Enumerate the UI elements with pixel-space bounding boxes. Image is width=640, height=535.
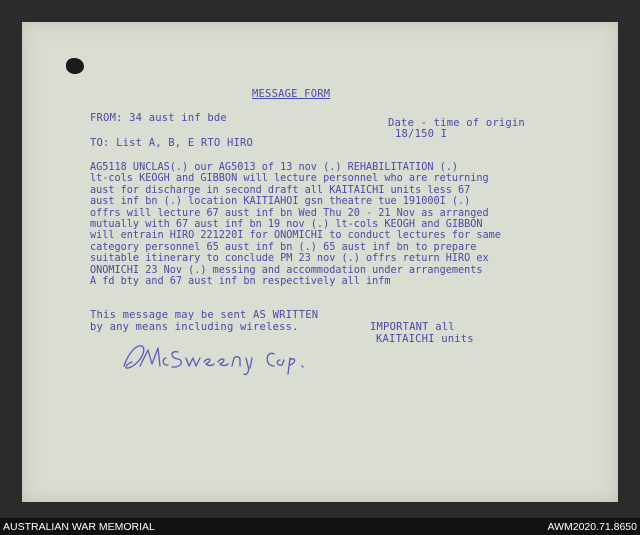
archive-id: AWM2020.71.8650 (547, 521, 637, 533)
to-line: TO: List A, B, E RTO HIRO (90, 137, 254, 149)
punch-hole (66, 58, 84, 74)
send-note-line1: This message may be sent AS WRITTEN (90, 309, 319, 321)
archive-footer (0, 518, 640, 535)
body-line: mutually with 67 aust inf bn 19 nov (.) lt-cols KEOGH and GIBBON (90, 219, 483, 231)
body-line: A fd bty and 67 aust inf bn respectively all infm (90, 276, 391, 288)
body-line: category personnel 65 aust inf bn (.) 65 aust inf bn to prepare (90, 241, 477, 253)
body-line: ONOMICHI 23 Nov (.) messing and accommodation under arrangements (90, 264, 483, 276)
date-label: Date - time of origin (388, 117, 525, 129)
important-line2: KAITAICHI units (376, 333, 474, 345)
archive-name: AUSTRALIAN WAR MEMORIAL (3, 521, 155, 533)
body-line: lt-cols KEOGH and GIBBON will lecture personnel who are returning (90, 173, 489, 185)
date-value: 18/150 I (395, 128, 448, 140)
body-line: offrs will lecture 67 aust inf bn Wed Thu 20 - 21 Nov as arranged (90, 207, 489, 219)
body-line: aust for discharge in second draft all KAITAICHI units less 67 (90, 184, 471, 196)
body-line: AG5118 UNCLAS(.) our AG5013 of 13 nov (.) REHABILITATION (.) (90, 162, 459, 173)
handwritten-signature (118, 336, 328, 378)
from-line: FROM: 34 aust inf bde (90, 112, 227, 124)
body-line: suitable itinerary to conclude PM 23 nov (.) offrs return HIRO ex (90, 253, 489, 265)
important-line1: IMPORTANT all (370, 321, 455, 333)
body-line: will entrain HIRO 221220I for ONOMICHI to conduct lectures for same (90, 230, 501, 242)
send-note-line2: by any means including wireless. (90, 321, 299, 333)
message-body (90, 162, 570, 287)
body-line: aust inf bn (.) location KAITIAHOI gsn theatre tue 191000I (.) (90, 196, 471, 208)
form-title: MESSAGE FORM (252, 88, 331, 100)
